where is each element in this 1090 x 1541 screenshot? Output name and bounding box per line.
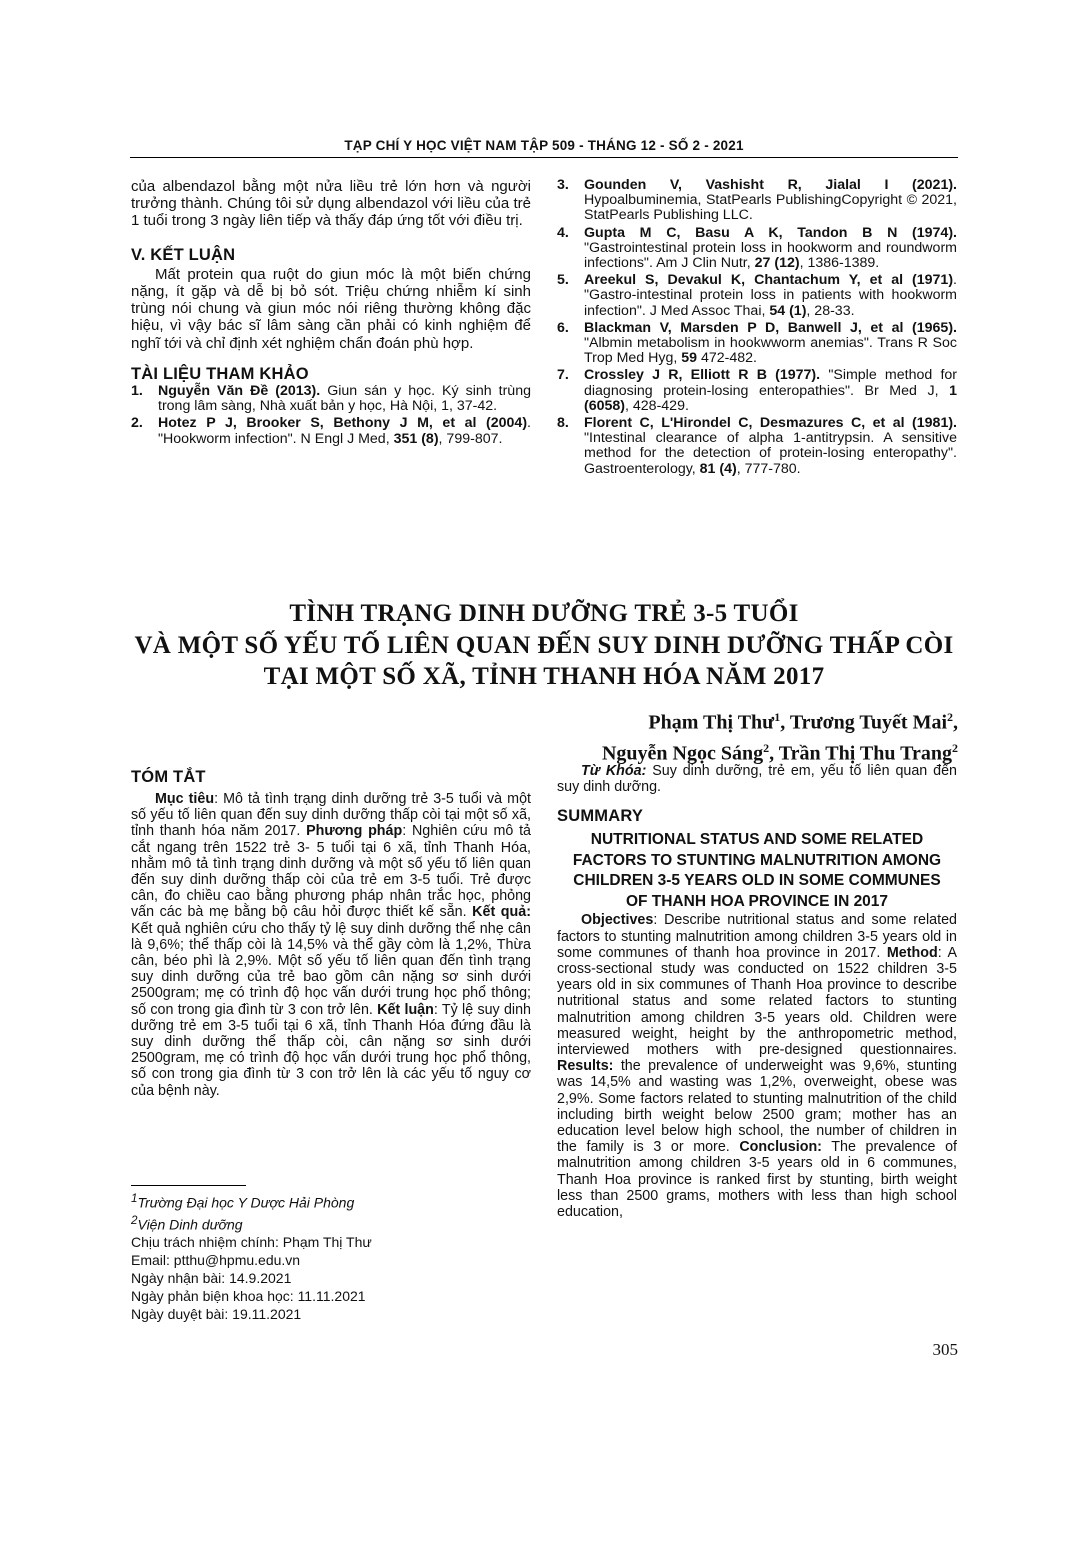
date-received: Ngày nhận bài: 14.9.2021 [131,1270,292,1287]
title-line: TÌNH TRẠNG DINH DƯỠNG TRẺ 3-5 TUỔI [289,600,799,627]
reference-item: 2. Hotez P J, Brooker S, Bethony J M, et al (2004). "Hookworm infection". N Engl J Med, 351 (8), 799-807. [131,415,531,447]
prev-article-left-column [131,178,531,449]
summary-body: Objectives: Describe nutritional status and some related factors to stunting malnutrition among children 3-5 years old in some communes of thanh hoa province in 2017. Method: A cross-sectional study was conducted on 1522 children 3-5 years old in six communes of Thanh Hoa province to describe nutritional status and some related factors to stunting malnutrition among children 3-5 years old. Children were measured weight, height by the anthropometric method, interviewed mothers with pre-designed questionnaires. Results: the prevalence of underweight was 9,6%, stunting was 14,5% and wasting was 1,2%, overweight, obese was 2,9%. Some factors related to stunting malnutrition of the child including birth weight below 2500 gram; mother has an education level below high school, the number of children in the family is 3 or more. Conclusion: The prevalence of malnutrition among children 3-5 years old in 6 communes, Thanh Hoa province is ranked first by stunting, birth weight less than 2500 grams, mothers with less than high school education, [557,912,958,1221]
title-line: TẠI MỘT SỐ XÃ, TỈNH THANH HÓA NĂM 2017 [263,663,825,690]
reference-item: 3. Gounden V, Vashisht R, Jialal I (2021). Hypoalbuminemia, StatPearls PublishingCopyright © 2021, StatPearls Publishing LLC. [557,177,957,224]
page-number: 305 [932,1340,958,1359]
reference-item: 7. Crossley J R, Elliott R B (1977). "Simple method for diagnosing protein-losing enteropathies". Br Med J, 1 (6058), 428-429. [557,367,958,414]
abstract-vi [131,768,531,1099]
summary-column [557,763,957,1220]
reference-item: 1. Nguyễn Văn Đề (2013). Giun sán y học. Ký sinh trùng trong lâm sàng, Nhà xuất bản y học, Hà Nội, 1, 37-42. [131,383,531,415]
article-title [130,598,958,693]
prev-intro-paragraph: của albendazol bằng một nửa liều trẻ lớn hơn và người trưởng thành. Chúng tôi sử dụng albendazol với liều của trẻ 1 tuổi trong 3 ngày liên tiếp và thấy đáp ứng tốt với điều trị. [131,178,531,230]
author-name: Trương Tuyết Mai [789,711,947,734]
date-reviewed: Ngày phản biện khoa học: 11.11.2021 [131,1288,366,1305]
references-heading: TÀI LIỆU THAM KHẢO [131,364,309,383]
corresponding-author: Chịu trách nhiệm chính: Phạm Thị Thư [131,1234,372,1251]
reference-list-left [131,384,531,447]
affiliation-2: $^2$Viện Dinh dưỡng [131,1213,243,1233]
conclusion-paragraph: Mất protein qua ruột do giun móc là một biến chứng nặng, ít gặp và dễ bị bỏ sót. Triệu chứng nhiễm kí sinh trùng nói chung và giun móc nói riêng thường không đặc hiệu, vì vậy bác sĩ lâm sàng cần phải có kinh nghiệm để nghĩ tới và chỉ định xét nghiệm chẩn đoán phù hợp. [131,265,531,352]
footnotes [131,1190,531,1323]
title-line: VÀ MỘT SỐ YẾU TỐ LIÊN QUAN ĐẾN SUY DINH DƯỠNG THẤP CÒI [134,631,954,659]
affiliation-1: $^1$Trường Đại học Y Dược Hải Phòng [131,1192,355,1211]
prev-article-right-column [557,178,957,479]
keywords: Từ Khóa: Suy dinh dưỡng, trẻ em, yếu tố liên quan đến suy dinh dưỡng. [557,763,957,796]
journal-header: TẠP CHÍ Y HỌC VIỆT NAM TẬP 509 - THÁNG 12 - SỐ 2 - 2021 [344,138,744,153]
author-name: Nguyễn Ngọc Sáng [601,742,764,765]
author-list: Phạm Thị Thư$^1$, Trương Tuyết Mai$^2$, Nguyễn Ngọc Sáng$^2$, Trần Thị Thu Trang$^2$ [601,710,958,765]
header-rule [130,157,958,158]
author-name: Trần Thị Thu Trang [778,742,952,765]
reference-item: 8. Florent C, L'Hirondel C, Desmazures C, et al (1981). "Intestinal clearance of alpha 1-antitrypsin. A sensitive method for the detection of protein-losing enteropathy". Gastroenterology, 81 (4), 777-780. [557,415,957,477]
abstract-vi-body: Mục tiêu: Mô tả tình trạng dinh dưỡng trẻ 3-5 tuổi và một số yếu tố liên quan đến suy dinh dưỡng thấp còi tại một số xã, tỉnh thanh hóa năm 2017. Phương pháp: Nghiên cứu mô tả cắt ngang trên 1522 trẻ 3- 5 tuổi tại 6 xã, tỉnh Thanh Hóa, nhằm mô tả tình trạng dinh dưỡng và một số yếu tố liên quan đến suy dinh dưỡng thấp còi của trẻ em 3-5 tuổi. Trẻ được cân, đo chiều cao bằng phương pháp nhân trắc học, phỏng vấn các bà mẹ bằng bộ câu hỏi được thiết kế sẵn. Kết quả: Kết quả nghiên cứu cho thấy tỷ lệ suy dinh dưỡng thể nhẹ cân là 9,6%; thể thấp còi là 14,5% và thể gầy còm là 1,2%, Thừa cân, béo phì là 2,9%. Một số yếu tố liên quan đến tình trạng suy dinh dưỡng của trẻ bao gồm cân nặng sơ sinh dưới 2500gram; mẹ có trình độ học vấn dưới trung học phổ thông; số con trong gia đình từ 3 con trở lên. Kết luận: Tỷ lệ suy dinh dưỡng trẻ em 3-5 tuổi tại 6 xã, tỉnh Thanh Hóa đứng đầu là suy dinh dưỡng thể thấp còi, cân nặng sơ sinh dưới 2500gram, mẹ có trình độ học vấn dưới trung học phổ thông, số con trong gia đình từ 3 con trở lên là các yếu tố nguy cơ của bệnh này. [131,791,532,1099]
reference-item: 4. Gupta M C, Basu A K, Tandon B N (1974). "Gastrointestinal protein loss in hookworm and roundworm infections". Am J Clin Nutr, 27 (12), 1386-1389. [557,224,957,272]
date-accepted: Ngày duyệt bài: 19.11.2021 [131,1306,302,1323]
conclusion-heading: V. KẾT LUẬN [131,245,236,264]
abstract-vi-heading: TÓM TẮT [131,768,206,786]
author-name: Phạm Thị Thư [648,711,775,734]
email: Email: ptthu@hpmu.edu.vn [131,1252,301,1269]
summary-title: NUTRITIONAL STATUS AND SOME RELATED FACTORS TO STUNTING MALNUTRITION AMONG CHILDREN 3-5 YEARS OLD IN SOME COMMUNES OF THANH HOA PROVINCE IN 2017 [572,831,942,910]
reference-item: 6. Blackman V, Marsden P D, Banwell J, et al (1965). "Albmin metabolism in hookwworm anemias". Trans R Soc Trop Med Hyg, 59 472-482. [557,319,957,367]
summary-heading: SUMMARY [557,807,644,826]
reference-item: 5. Areekul S, Devakul K, Chantachum Y, et al (1971). "Gastro-intestinal protein loss in patients with hookworm infection". J Med Assoc Thai, 54 (1), 28-33. [557,272,957,319]
reference-list-right [557,178,957,477]
footnote-rule [131,1185,246,1186]
